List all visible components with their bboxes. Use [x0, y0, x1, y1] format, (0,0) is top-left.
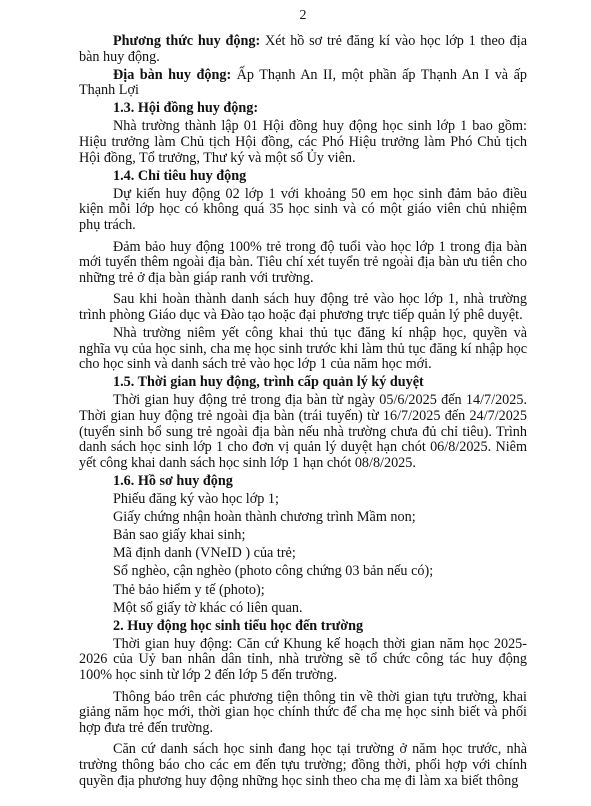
area-text: Ấp Thạnh An II, một phần ấp Thạnh An I và ấp Thạnh Lợi: [79, 66, 527, 99]
list-item: Thẻ bảo hiểm y tế (photo);: [113, 581, 265, 598]
page-number: 2: [299, 8, 307, 23]
method-paragraph: [79, 34, 527, 65]
list-item: Một số giấy tờ khác có liên quan.: [113, 599, 303, 616]
list-item: Giấy chứng nhận hoàn thành chương trình Mầm non;: [113, 509, 416, 526]
heading-1-6: 1.6. Hồ sơ huy động: [113, 472, 233, 489]
heading-1-3: 1.3. Hội đồng huy động:: [113, 100, 259, 117]
time-paragraph: Thời gian huy động trẻ trong địa bàn từ ngày 05/6/2025 đến 14/7/2025. Thời gian huy động trẻ ngoài địa bàn (trái tuyến) từ 16/7/2025 đến 24/7/2025 (tuyển sinh bổ sung trẻ ngoài địa bàn nếu nhà trường chưa đủ chỉ tiêu). Trình danh sách học sinh lớp 1 cho đơn vị quản lý duyệt hạn chót 06/8/2025. Niêm yết công khai danh sách học sinh lớp 1 hạn chót 08/8/2025.: [79, 392, 527, 471]
mobilization-paragraph-3: Căn cứ danh sách học sinh đang học tại trường ở năm học trước, nhà trường thông báo cho các em đến tựu trường; đồng thời, phối hợp với chính quyền địa phương huy động những học sinh theo cha mẹ đi làm xa biết thông: [79, 741, 527, 789]
dossier-list: [79, 492, 527, 616]
list-item: Bản sao giấy khai sinh;: [113, 527, 246, 544]
target-paragraph-3: Sau khi hoàn thành danh sách huy động trẻ vào học lớp 1, nhà trường trình phòng Giáo dục và Đào tạo hoặc đại phương trực tiếp quản lý phê duyệt.: [79, 291, 527, 323]
heading-1-4: 1.4. Chỉ tiêu huy động: [113, 167, 247, 184]
target-paragraph-2: Đảm bảo huy động 100% trẻ trong độ tuổi vào học lớp 1 trong địa bàn mới tuyển thêm ngoài địa bàn. Tiêu chí xét tuyển trẻ ngoài địa bàn ưu tiên cho những trẻ ở địa bàn giáp ranh với trường.: [79, 238, 527, 286]
area-paragraph: [79, 68, 527, 99]
heading-2: 2. Huy động học sinh tiểu học đến trường: [113, 617, 364, 634]
target-paragraph-4: Nhà trường niêm yết công khai thủ tục đăng kí nhập học, quyền và nghĩa vụ của học sinh, cha mẹ học sinh trước khi làm thủ tục đăng kí nhập học cho học sinh và danh sách trẻ vào học lớp 1 của năm học mới.: [79, 325, 527, 373]
mobilization-paragraph-1: Thời gian huy động: Căn cứ Khung kế hoạch thời gian năm học 2025-2026 của Uỷ ban nhân dân tỉnh, nhà trường sẽ tổ chức công tác huy động 100% học sinh từ lớp 2 đến lớp 5 đến trường.: [79, 635, 527, 683]
heading-1-5: 1.5. Thời gian huy động, trình cấp quản lý ký duyệt: [113, 374, 424, 391]
method-label: Phương thức huy động:: [113, 33, 261, 49]
method-text: Xét hồ sơ trẻ đăng kí vào học lớp 1 theo địa bàn huy động.: [79, 33, 527, 65]
mobilization-paragraph-2: Thông báo trên các phương tiện thông tin về thời gian tựu trường, khai giảng năm học mới, thời gian học chính thức để cha mẹ học sinh biết và phối hợp đưa trẻ đến trường.: [79, 688, 527, 736]
council-paragraph: Nhà trường thành lập 01 Hội đồng huy động học sinh lớp 1 bao gồm: Hiệu trưởng làm Chủ tịch Hội đồng, các Phó Hiệu trưởng làm Phó Chủ tịch Hội đồng, Tổ trưởng, Thư ký và một số Ủy viên.: [79, 118, 527, 166]
area-label: Địa bàn huy động:: [113, 66, 232, 83]
list-item: Sổ nghèo, cận nghèo (photo công chứng 03 bản nếu có);: [113, 563, 434, 580]
list-item: Mã định danh (VNeID ) của trẻ;: [113, 545, 296, 562]
target-paragraph-1: Dự kiến huy động 02 lớp 1 với khoảng 50 em học sinh đảm bảo điều kiện mỗi lớp học có không quá 35 học sinh và có một giáo viên chủ nhiệm phụ trách.: [79, 185, 527, 234]
list-item: Phiếu đăng ký vào học lớp 1;: [113, 491, 279, 508]
